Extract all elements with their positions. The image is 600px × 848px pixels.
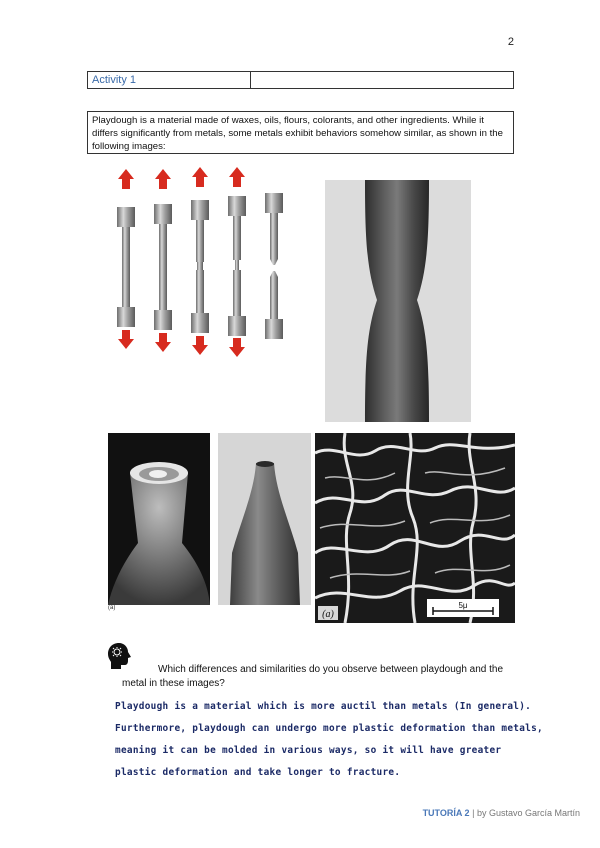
cup-cone-fracture-image <box>108 433 210 605</box>
sem-scale-bar-label: 5μ <box>458 601 468 610</box>
page-footer <box>423 808 580 818</box>
answer-line-3: meaning it can be molded in various ways, so it will have greater <box>115 745 502 756</box>
sem-dimple-image <box>315 433 515 623</box>
question-text <box>122 663 522 691</box>
figure-label-cup: (a) <box>108 605 116 611</box>
activity-title: Activity 1 <box>88 72 251 88</box>
answer-line-2: Furthermore, playdough can undergo more plastic deformation than metals, <box>115 723 543 734</box>
footer-brand: TUTORÍA 2 <box>422 808 470 818</box>
intro-text-box: Playdough is a material made of waxes, oils, flours, colorants, and other ingredients. While it differs significantly from metals, some metals exhibit behaviors somehow similar, as shown in the following images: <box>87 111 514 154</box>
page-number: 2 <box>507 36 514 48</box>
footer-separator: | <box>472 808 475 818</box>
handwritten-answer[interactable] <box>115 696 555 784</box>
answer-line-4: plastic deformation and take longer to fracture. <box>115 767 401 778</box>
activity-header-table <box>87 71 514 89</box>
figure-label-sem: (a) <box>322 609 334 620</box>
fracture-taper-image <box>218 433 311 605</box>
activity-answer-cell[interactable] <box>251 72 513 88</box>
footer-author: by Gustavo García Martín <box>476 808 580 818</box>
necking-closeup-image <box>325 180 471 422</box>
question-line-2: metal in these images? <box>122 678 225 689</box>
question-line-1: Which differences and similarities do you observe between playdough and the <box>158 664 504 675</box>
answer-line-1: Playdough is a material which is more auctil than metals (In general). <box>115 701 532 712</box>
tensile-specimens-image <box>108 167 288 357</box>
